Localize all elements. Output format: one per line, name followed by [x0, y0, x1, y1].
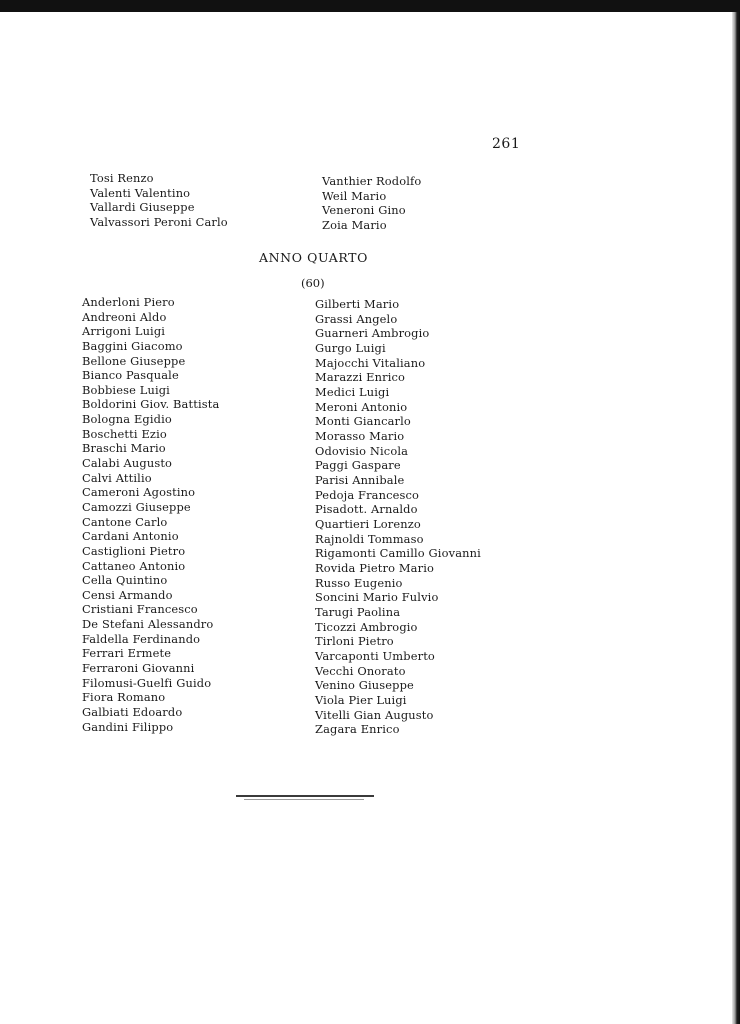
name-entry: Vanthier Rodolfo [322, 174, 422, 188]
name-entry: Monti Giancarlo [315, 414, 411, 429]
name-entry: Viola Pier Luigi [315, 693, 407, 708]
name-entry: De Stefani Alessandro [82, 617, 214, 632]
name-entry: Cristiani Francesco [82, 602, 198, 617]
name-entry: Varcaponti Umberto [315, 649, 435, 664]
name-entry: Tosi Renzo [90, 171, 154, 185]
name-entry: Ferraroni Giovanni [82, 661, 195, 676]
name-entry: Medici Luigi [315, 385, 390, 400]
name-entry: Zagara Enrico [315, 722, 400, 737]
name-entry: Cella Quintino [82, 573, 168, 588]
name-entry: Andreoni Aldo [82, 309, 167, 324]
name-entry: Quartieri Lorenzo [315, 517, 421, 532]
name-entry: Faldella Ferdinando [82, 631, 201, 646]
name-entry: Majocchi Vitaliano [315, 355, 426, 370]
top-left-name-list [90, 171, 228, 230]
name-entry: Bobbiese Luigi [82, 382, 170, 397]
main-left-name-list [82, 295, 219, 734]
name-entry: Rovida Pietro Mario [315, 561, 435, 576]
name-entry: Boschetti Ezio [82, 426, 167, 441]
name-entry: Parisi Annibale [315, 473, 405, 488]
name-entry: Grassi Angelo [315, 311, 398, 326]
name-entry: Paggi Gaspare [315, 458, 401, 473]
name-entry: Gurgo Luigi [315, 341, 386, 356]
main-right-name-list [315, 297, 481, 737]
name-entry: Tirloni Pietro [315, 634, 394, 649]
section-count: (60) [301, 276, 325, 290]
name-entry: Baggini Giacomo [82, 338, 183, 353]
name-entry: Odovisio Nicola [315, 443, 409, 458]
name-entry: Zoia Mario [322, 218, 387, 233]
name-entry: Gilberti Mario [315, 297, 400, 311]
name-entry: Tarugi Paolina [315, 605, 401, 620]
name-entry: Meroni Antonio [315, 399, 408, 414]
name-entry: Russo Eugenio [315, 575, 403, 590]
end-rule-shadow [244, 799, 364, 800]
name-entry: Ferrari Ermete [82, 646, 172, 661]
name-entry: Censi Armando [82, 587, 173, 602]
name-entry: Cameroni Agostino [82, 485, 196, 500]
name-entry: Boldorini Giov. Battista [82, 397, 220, 412]
name-entry: Arrigoni Luigi [82, 324, 166, 339]
name-entry: Camozzi Giuseppe [82, 499, 191, 514]
name-entry: Weil Mario [322, 188, 387, 203]
name-entry: Filomusi-Guelfi Guido [82, 675, 212, 690]
scan-top-border [0, 0, 740, 12]
name-entry: Bologna Egidio [82, 412, 172, 427]
name-entry: Gandini Filippo [82, 719, 174, 734]
name-entry: Calvi Attilio [82, 470, 152, 485]
name-entry: Guarneri Ambrogio [315, 326, 430, 341]
name-entry: Bianco Pasquale [82, 368, 179, 383]
name-entry: Rigamonti Camillo Giovanni [315, 546, 481, 561]
name-entry: Valvassori Peroni Carlo [90, 215, 228, 230]
name-entry: Pedoja Francesco [315, 487, 420, 502]
name-entry: Ticozzi Ambrogio [315, 619, 418, 634]
name-entry: Calabi Augusto [82, 456, 173, 471]
section-heading: ANNO QUARTO [259, 250, 368, 265]
name-entry: Cardani Antonio [82, 529, 179, 544]
name-entry: Fiora Romano [82, 690, 166, 705]
name-entry: Veneroni Gino [322, 203, 406, 218]
end-rule [236, 795, 374, 797]
name-entry: Vecchi Onorato [315, 663, 406, 678]
name-entry: Marazzi Enrico [315, 370, 406, 385]
name-entry: Castiglioni Pietro [82, 543, 186, 558]
name-entry: Morasso Mario [315, 429, 405, 444]
name-entry: Vitelli Gian Augusto [315, 707, 434, 722]
name-entry: Rajnoldi Tommaso [315, 531, 424, 546]
name-entry: Galbiati Edoardo [82, 704, 183, 719]
name-entry: Bellone Giuseppe [82, 353, 186, 368]
name-entry: Cantone Carlo [82, 514, 168, 529]
name-entry: Valenti Valentino [90, 185, 191, 200]
scan-right-edge [732, 12, 740, 1024]
name-entry: Venino Giuseppe [315, 678, 414, 693]
name-entry: Soncini Mario Fulvio [315, 590, 439, 605]
name-entry: Anderloni Piero [82, 295, 175, 309]
name-entry: Vallardi Giuseppe [90, 200, 195, 215]
top-right-name-list [322, 174, 421, 233]
name-entry: Pisadott. Arnaldo [315, 502, 418, 517]
name-entry: Braschi Mario [82, 441, 166, 456]
page-number: 261 [492, 136, 521, 152]
name-entry: Cattaneo Antonio [82, 558, 186, 573]
